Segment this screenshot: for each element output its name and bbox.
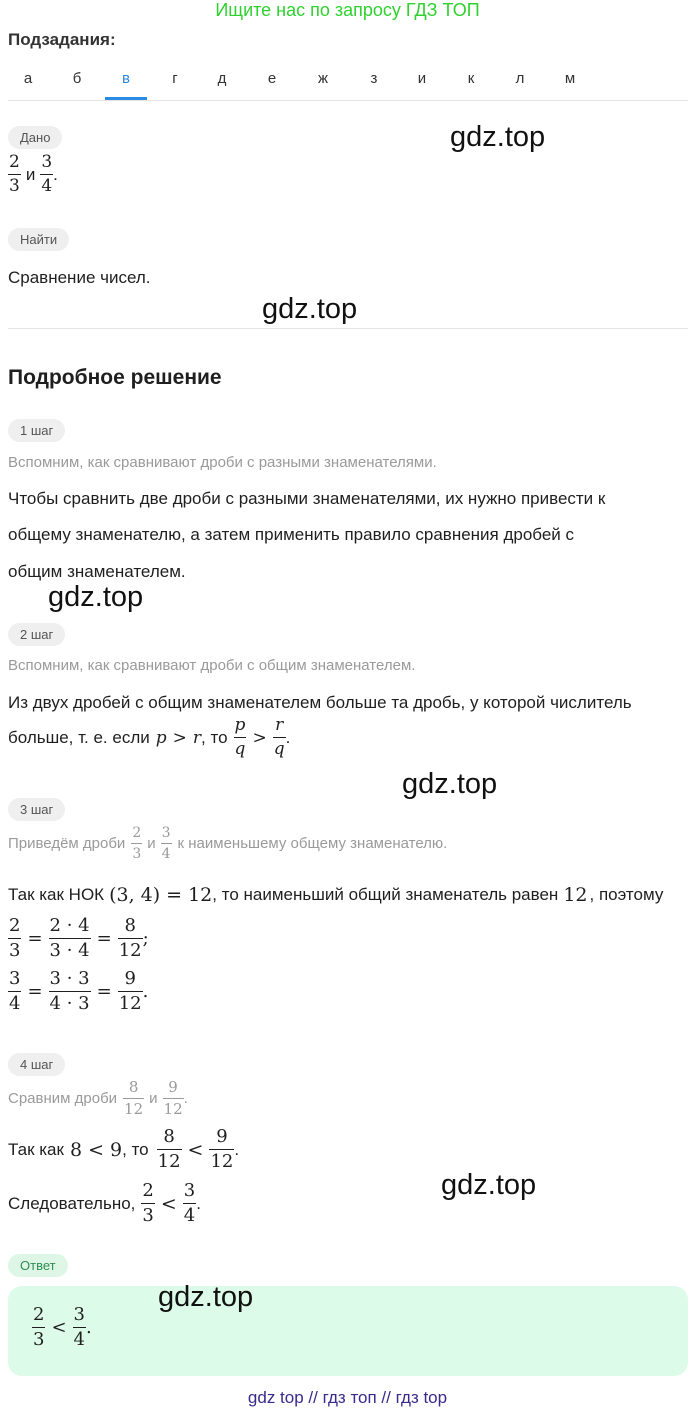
fraction: $\frac{2}{3}$ (132, 825, 142, 862)
tab-zh[interactable]: ж (317, 70, 329, 87)
given-expression: $\frac{2}{3}$ и $\frac{3}{4}$ . (9, 152, 58, 196)
fraction: $\frac{8}{12}$ (157, 1126, 181, 1172)
tab-b[interactable]: б (72, 70, 82, 87)
watermark: gdz.top (158, 1281, 254, 1313)
answer-expression: $\frac{2}{3}$ < $\frac{3}{4}$ . (33, 1304, 92, 1350)
divider (8, 328, 688, 329)
tab-v[interactable]: в (122, 70, 130, 87)
fraction: $\frac{p}{q}$ (234, 715, 246, 759)
fraction: $\frac{3}{4}$ (73, 1304, 85, 1350)
step1-line: общему знаменателю, а затем применить правило сравнения дробей с (8, 525, 575, 544)
step4-chip: 4 шаг (8, 1053, 65, 1076)
tab-z[interactable]: з (370, 70, 378, 87)
find-chip: Найти (8, 228, 69, 251)
step1-hint: Вспомним, как сравнивают дроби с разными знаменателями. (8, 454, 437, 471)
fraction: $\frac{r}{q}$ (273, 715, 285, 759)
tab-l[interactable]: л (515, 70, 525, 87)
fraction: $\frac{3 \cdot 3}{4 \cdot 3}$ (49, 968, 90, 1014)
solution-title: Подробное решение (8, 366, 222, 389)
step1-line: Чтобы сравнить две дроби с разными знаменателями, их нужно привести к (8, 489, 606, 508)
tab-d[interactable]: д (217, 70, 227, 87)
step2-hint: Вспомним, как сравнивают дроби с общим знаменателем. (8, 657, 416, 674)
fraction: $\frac{3}{4}$ (183, 1180, 196, 1226)
fraction: $\frac{3}{4}$ (41, 152, 53, 196)
fraction: $\frac{8}{12}$ (124, 1078, 144, 1118)
tab-k[interactable]: к (467, 70, 475, 87)
fraction: $\frac{3}{4}$ (9, 968, 21, 1014)
answer-chip: Ответ (8, 1254, 68, 1277)
step4-hint: Сравним дроби $\frac{8}{12}$ и $\frac{9}{12}$ . (8, 1078, 188, 1118)
fraction: $\frac{2}{3}$ (9, 915, 21, 961)
step2-chip: 2 шаг (8, 623, 65, 646)
step1-line: общим знаменателем. (8, 562, 186, 581)
step4-conclusion: Следовательно, $\frac{2}{3}$ < $\frac{3}{4}$ . (8, 1180, 201, 1226)
subtask-tabs (8, 66, 688, 101)
fraction: $\frac{9}{12}$ (118, 968, 142, 1014)
fraction: $\frac{2 \cdot 4}{3 \cdot 4}$ (49, 915, 90, 961)
step4-since-line: Так как 8 < 9 , то $\frac{8}{12}$ < $\frac{9}{12}$ . (8, 1126, 240, 1172)
fraction: $\frac{9}{12}$ (163, 1078, 183, 1118)
step2-line2: больше, т. е. если p > r , то $\frac{p}{q}$ > $\frac{r}{q}$ . (8, 715, 291, 759)
subtasks-label: Подзадания: (8, 30, 116, 49)
step3-hint: Приведём дроби $\frac{2}{3}$ и $\frac{3}{4}$ к наименьшему общему знаменателю. (8, 825, 448, 862)
step3-chip: 3 шаг (8, 798, 65, 821)
fraction: $\frac{9}{12}$ (210, 1126, 234, 1172)
watermark: gdz.top (48, 581, 144, 613)
step1-chip: 1 шаг (8, 419, 65, 442)
fraction: $\frac{2}{3}$ (142, 1180, 154, 1226)
step2-line1: Из двух дробей с общим знаменателем больше та дробь, у которой числитель (8, 693, 632, 712)
tab-e[interactable]: е (267, 70, 277, 87)
step3-equation-1: $\frac{2}{3}$ = $\frac{2 \cdot 4}{3 \cdot 4}$ = $\frac{8}{12}$ ; (9, 915, 149, 961)
top-banner[interactable]: Ищите нас по запросу ГДЗ ТОП (215, 0, 480, 20)
fraction: $\frac{3}{4}$ (161, 825, 171, 862)
active-tab-indicator (105, 97, 147, 100)
step3-equation-2: $\frac{3}{4}$ = $\frac{3 \cdot 3}{4 \cdot 3}$ = $\frac{9}{12}$ . (9, 968, 149, 1014)
watermark: gdz.top (441, 1169, 537, 1201)
fraction: $\frac{2}{3}$ (33, 1304, 45, 1350)
tab-m[interactable]: м (564, 70, 576, 87)
fraction: $\frac{2}{3}$ (9, 152, 20, 196)
footer-links[interactable]: gdz top // гдз топ // гдз top (247, 1388, 448, 1407)
find-text: Сравнение чисел. (8, 268, 151, 287)
given-chip: Дано (8, 126, 62, 149)
fraction: $\frac{8}{12}$ (118, 915, 142, 961)
tab-i[interactable]: и (417, 70, 427, 87)
tab-g[interactable]: г (172, 70, 178, 87)
watermark: gdz.top (262, 293, 358, 325)
watermark: gdz.top (402, 768, 498, 800)
watermark: gdz.top (450, 121, 546, 153)
answer-box (8, 1286, 688, 1376)
step3-lcm-line: Так как НОК (3, 4) = 12 , то наименьший общий знаменатель равен 12 , поэтому (8, 884, 664, 906)
tab-a[interactable]: а (23, 70, 33, 87)
